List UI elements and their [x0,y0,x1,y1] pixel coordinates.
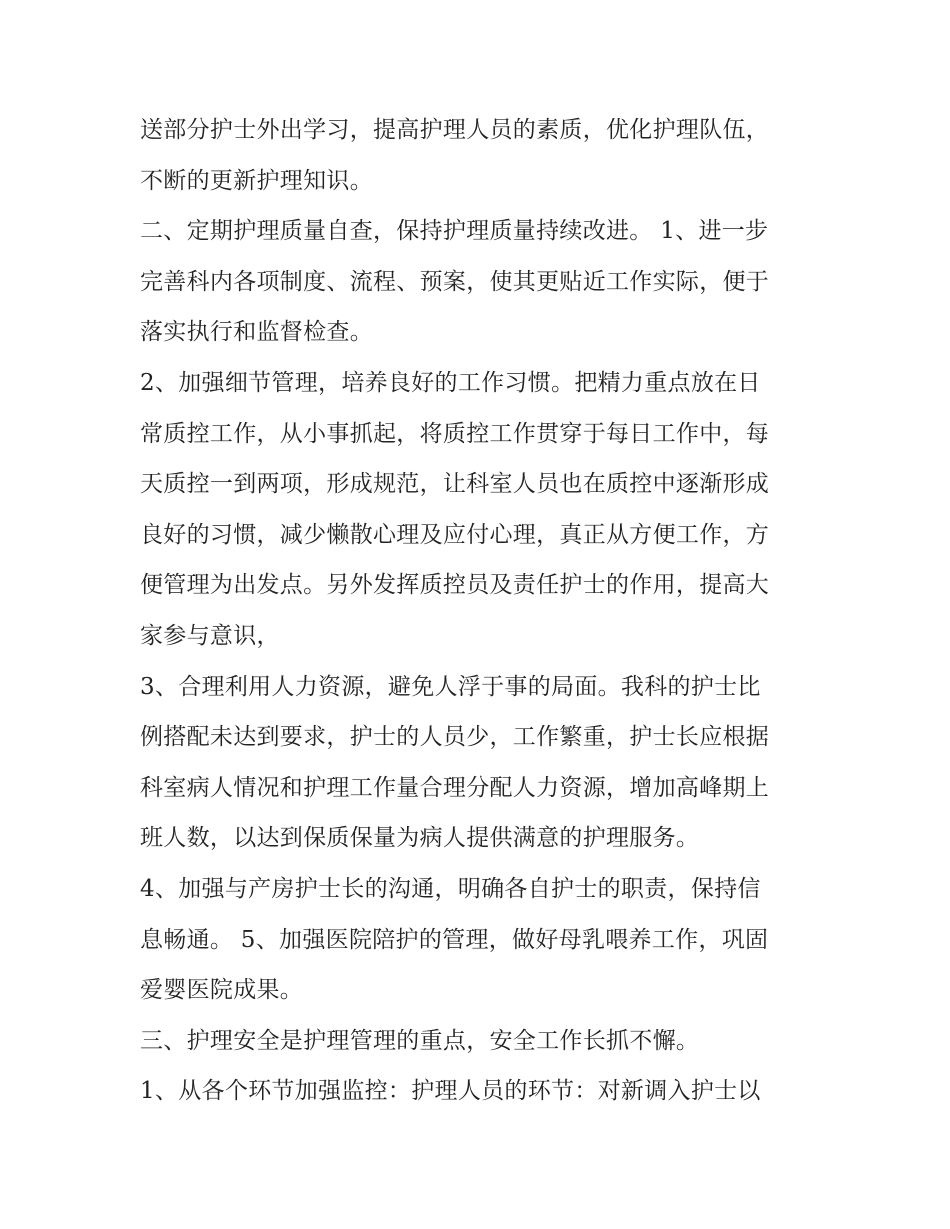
text-line: 天质控一到两项，形成规范，让科室人员也在质控中逐渐形成 [140,471,770,497]
text-line: 息畅通。 5、加强医院陪护的管理，做好母乳喂养工作，巩固 [140,927,769,953]
text-line: 3、合理利用人力资源，避免人浮于事的局面。我科的护士比 [140,674,761,700]
text-line: 1、从各个环节加强监控：护理人员的环节：对新调入护士以 [140,1078,761,1104]
text-line: 常质控工作，从小事抓起，将质控工作贯穿于每日工作中，每 [140,421,770,447]
text-line: 班人数，以达到保质保量为病人提供满意的护理服务。 [140,825,700,851]
text-line: 4、加强与产房护士长的沟通，明确各自护士的职责，保持信 [140,876,761,902]
text-line: 送部分护士外出学习，提高护理人员的素质，优化护理队伍， [140,117,770,143]
text-line: 科室病人情况和护理工作量合理分配人力资源，增加高峰期上 [140,775,770,801]
text-line: 落实执行和监督检查。 [140,319,373,345]
text-line: 爱婴医院成果。 [140,977,304,1003]
text-line: 家参与意识， [140,623,280,649]
text-line: 便管理为出发点。另外发挥质控员及责任护士的作用，提高大 [140,572,770,598]
text-line: 不断的更新护理知识。 [140,168,373,194]
text-line: 例搭配未达到要求，护士的人员少，工作繁重，护士长应根据 [140,724,770,750]
text-line: 三、护理安全是护理管理的重点，安全工作长抓不懈。 [140,1028,700,1054]
text-line: 完善科内各项制度、流程、预案，使其更贴近工作实际，便于 [140,269,770,295]
text-line: 2、加强细节管理，培养良好的工作习惯。把精力重点放在日 [140,370,761,396]
text-line: 二、定期护理质量自查，保持护理质量持续改进。 1、进一步 [140,218,769,244]
text-line: 良好的习惯，减少懒散心理及应付心理，真正从方便工作，方 [140,522,770,548]
